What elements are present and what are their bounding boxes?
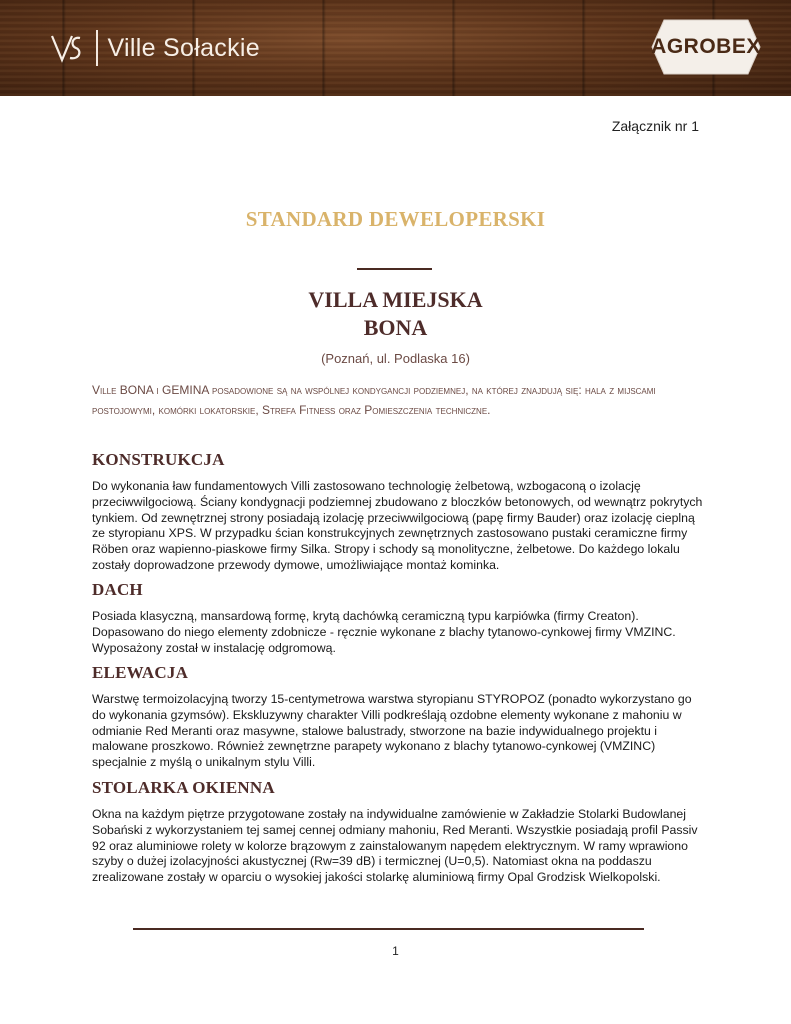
section-title-konstrukcja: KONSTRUKCJA (92, 450, 225, 469)
section-title-elewacja: ELEWACJA (92, 663, 189, 682)
section-text-stolarka-okienna: Okna na każdym piętrze przygotowane zostały na indywidualne zamówienie w Zakładzie Stolarki Budowlanej Sobański z wykorzystaniem tej samej cennej odmiany mahoniu, Red Meranti. Wszystkie posiadają profil Passiv 92 oraz aluminiowe rolety w kolorze brązowym z zainstalowanym napędem elektrycznym. W ramy wprawiono szyby o dużej izolacyjności akustycznej (Rw=39 dB) i termicznej (U=0,5). Natomiast okna na poddaszu zrealizowane zostały w oparciu o wysokiej jakości stolarkę aluminiową firmy Opal Grodzisk Wielkopolski. (92, 807, 698, 885)
section-text-konstrukcja: Do wykonania ław fundamentowych Villi zastosowano technologię żelbetową, wzbogaconą o izolację przeciwwilgociową. Ściany kondygnacji podziemnej zbudowano z bloczków betonowych, od wewnątrz pokrytych tynkiem. Od zewnętrznej strony posiadają izolację przeciwwilgociową (papę firmy Bauder) oraz izolację cieplną ze styropianu XPS. W przypadku ścian konstrukcyjnych zewnętrznych zastosowano pustaki ceramiczne firmy Röben oraz wapienno-piaskowe firmy Silka. Stropy i schody są monolityczne, żelbetowe. Do każdego lokalu zostały doprowadzone przewody dymowe, umożliwiające montaż kominka. (92, 479, 703, 572)
footer-divider (133, 928, 644, 930)
page-number: 1 (392, 944, 399, 958)
page-title: STANDARD DEWELOPERSKI (245, 207, 546, 231)
villa-title (0, 286, 791, 342)
section-title-stolarka-okienna: STOLARKA OKIENNA (92, 778, 275, 797)
agrobex-brand-text: AGROBEX (651, 35, 761, 58)
brand-name: Ville Sołackie (107, 33, 260, 62)
address: (Poznań, ul. Podlaska 16) (321, 351, 470, 366)
header-banner (0, 0, 791, 96)
vs-monogram-icon (48, 28, 88, 68)
logo-separator (96, 30, 98, 66)
intro-paragraph: Ville BONA i GEMINA posadowione są na wspólnej kondygancji podziemnej, na której znajdują się: hala z mijscami postojowymi, komórki lokatorskie, Strefa Fitness oraz Pomieszczenia techniczne. (92, 383, 656, 417)
section-text-elewacja: Warstwę termoizolacyjną tworzy 15-centymetrowa warstwa styropianu STYROPOZ (ponadto wykorzystano go do wykonania gzymsów). Ekskluzywny charakter Villi podkreślają ozdobne elementy wykonane z mahoniu w odmianie Red Meranti oraz masywne, stalowe balustrady, stworzone na bazie indywidualnego projektu i malowane proszkowo. Również zewnętrzne parapety wykonano z blachy tytanowo-cynkowej (VMZINC) specjalnie z myślą o unikalnym stylu Villi. (92, 692, 692, 770)
villa-title-line1: VILLA MIEJSKA (308, 287, 483, 312)
section-text-dach: Posiada klasyczną, mansardową formę, krytą dachówką ceramiczną typu karpiówka (firmy Creaton). Dopasowano do niego elementy zdobnicze - ręcznie wykonane z blachy tytanowo-cynkowej firmy VMZINC. Wyposażony został w instalację odgromową. (92, 609, 676, 655)
section-title-dach: DACH (92, 580, 143, 599)
villa-title-line2: BONA (363, 315, 428, 340)
agrobex-logo (650, 18, 762, 76)
ville-solackie-logo (48, 28, 260, 68)
annex-label: Załącznik nr 1 (611, 118, 699, 134)
title-divider (357, 268, 432, 270)
